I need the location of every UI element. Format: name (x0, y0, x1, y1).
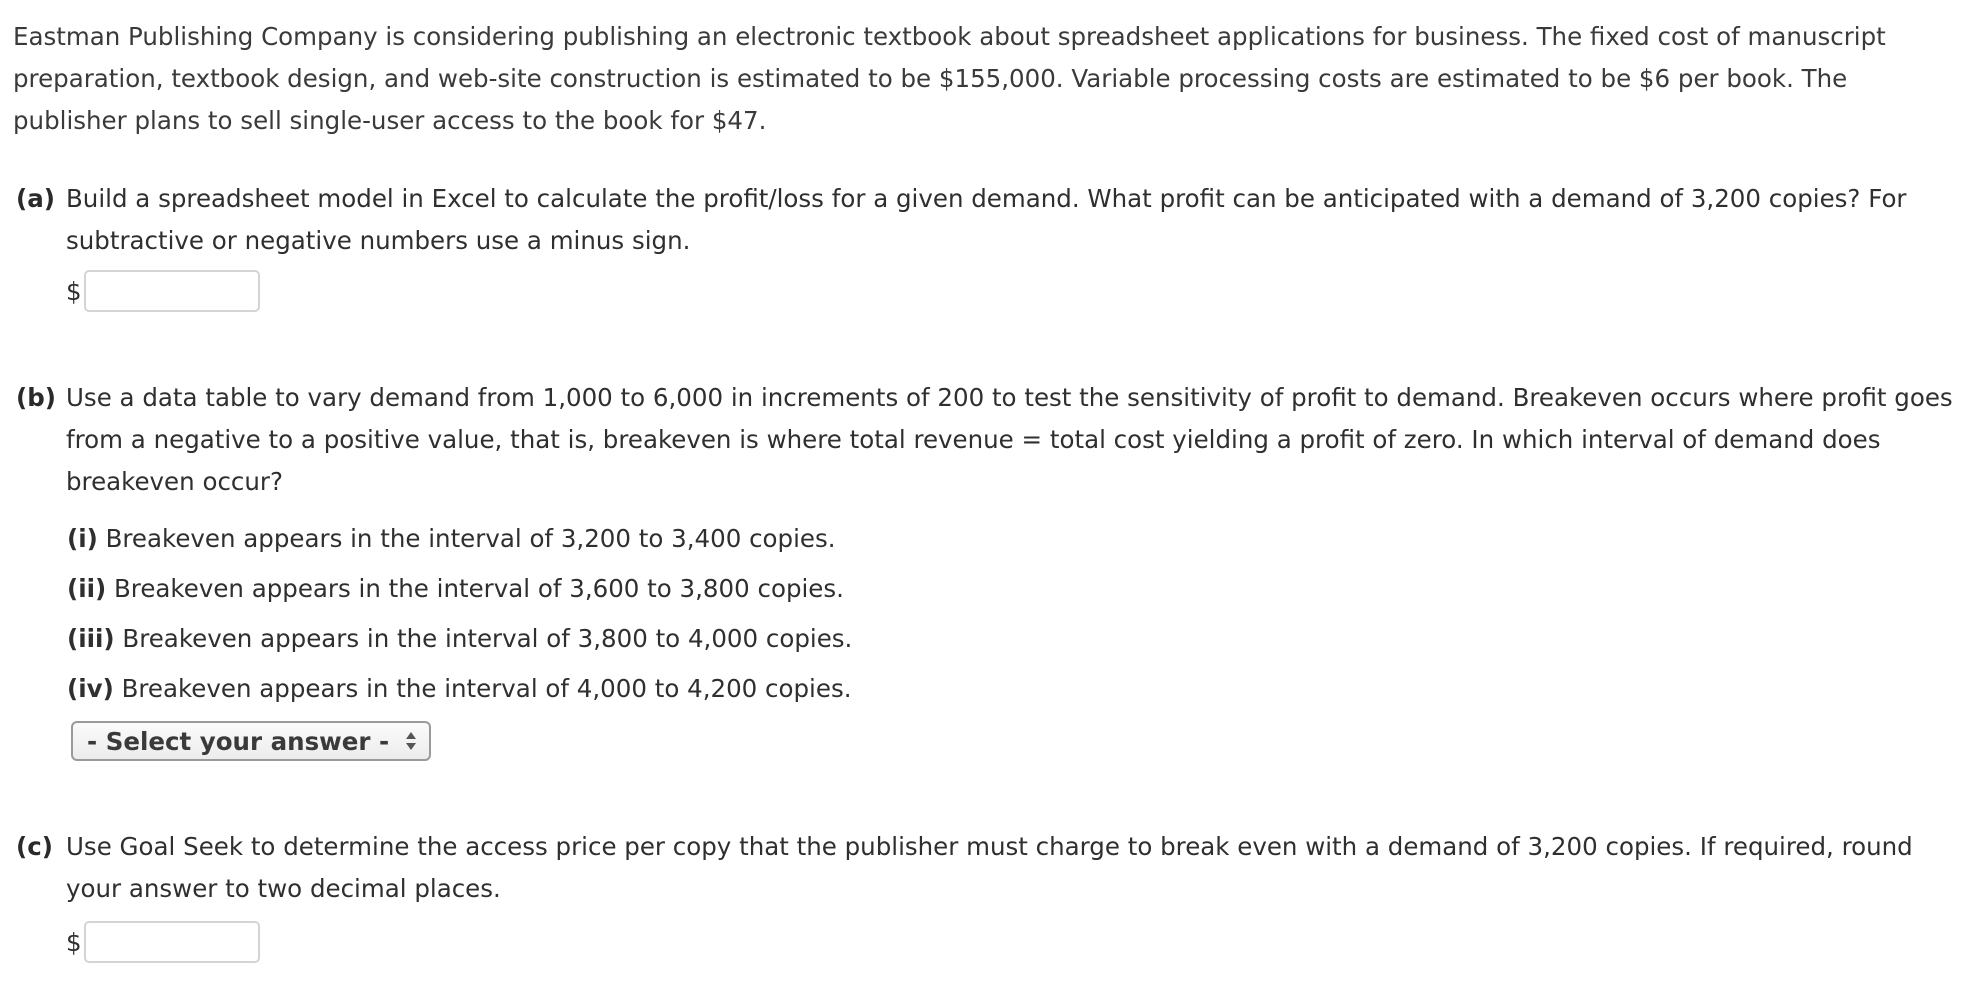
option-ii (67, 564, 852, 614)
part-a-answer-row (66, 268, 260, 314)
part-b-options (67, 514, 852, 714)
option-i-label: (i) (67, 524, 98, 553)
option-ii-text: Breakeven appears in the interval of 3,600 to 3,800 copies. (114, 574, 844, 603)
option-i-text: Breakeven appears in the interval of 3,200 to 3,400 copies. (105, 524, 836, 553)
option-iv-text: Breakeven appears in the interval of 4,000 to 4,200 copies. (121, 674, 852, 703)
select-value: - Select your answer - (87, 726, 390, 756)
option-iv (67, 664, 852, 714)
part-b-question (16, 377, 1956, 503)
option-i (67, 514, 852, 564)
option-iv-label: (iv) (67, 674, 114, 703)
option-iii-text: Breakeven appears in the interval of 3,800 to 4,000 copies. (122, 624, 853, 653)
part-c-question (16, 826, 1956, 910)
part-c-answer-row (66, 919, 260, 965)
problem-intro: Eastman Publishing Company is considering publishing an electronic textbook about spreadsheet applications for business. The fixed cost of manuscript preparation, textbook design, and web-site construction is estimated to be $155,000. Variable processing costs are estimated to be $6 per book. The publisher plans to sell single-user access to the book for $47. (13, 22, 1886, 135)
breakeven-answer-select[interactable] (71, 721, 431, 761)
part-c-price-input[interactable] (84, 921, 260, 963)
part-b-label: (b) (16, 383, 56, 412)
part-a-dollar-sign: $ (66, 276, 82, 306)
part-b-text: Use a data table to vary demand from 1,000 to 6,000 in increments of 200 to test the sensitivity of profit to demand. Breakeven occurs where profit goes from a negative to a positive value, that is, breakeven is where total revenue = total cost yielding a profit of zero. In which interval of demand does breakeven occur? (66, 383, 1953, 496)
part-a-text: Build a spreadsheet model in Excel to calculate the profit/loss for a given demand. What profit can be anticipated with a demand of 3,200 copies? For subtractive or negative numbers use a minus sign. (66, 184, 1907, 255)
part-c-label: (c) (16, 832, 53, 861)
option-iii (67, 614, 852, 664)
part-a-question (16, 178, 1956, 262)
part-c-dollar-sign: $ (66, 927, 82, 957)
part-a-label: (a) (16, 184, 55, 213)
option-iii-label: (iii) (67, 624, 115, 653)
up-down-arrows-icon (405, 729, 417, 753)
option-ii-label: (ii) (67, 574, 107, 603)
part-a-profit-input[interactable] (84, 270, 260, 312)
part-c-text: Use Goal Seek to determine the access price per copy that the publisher must charge to break even with a demand of 3,200 copies. If required, round your answer to two decimal places. (66, 832, 1913, 903)
